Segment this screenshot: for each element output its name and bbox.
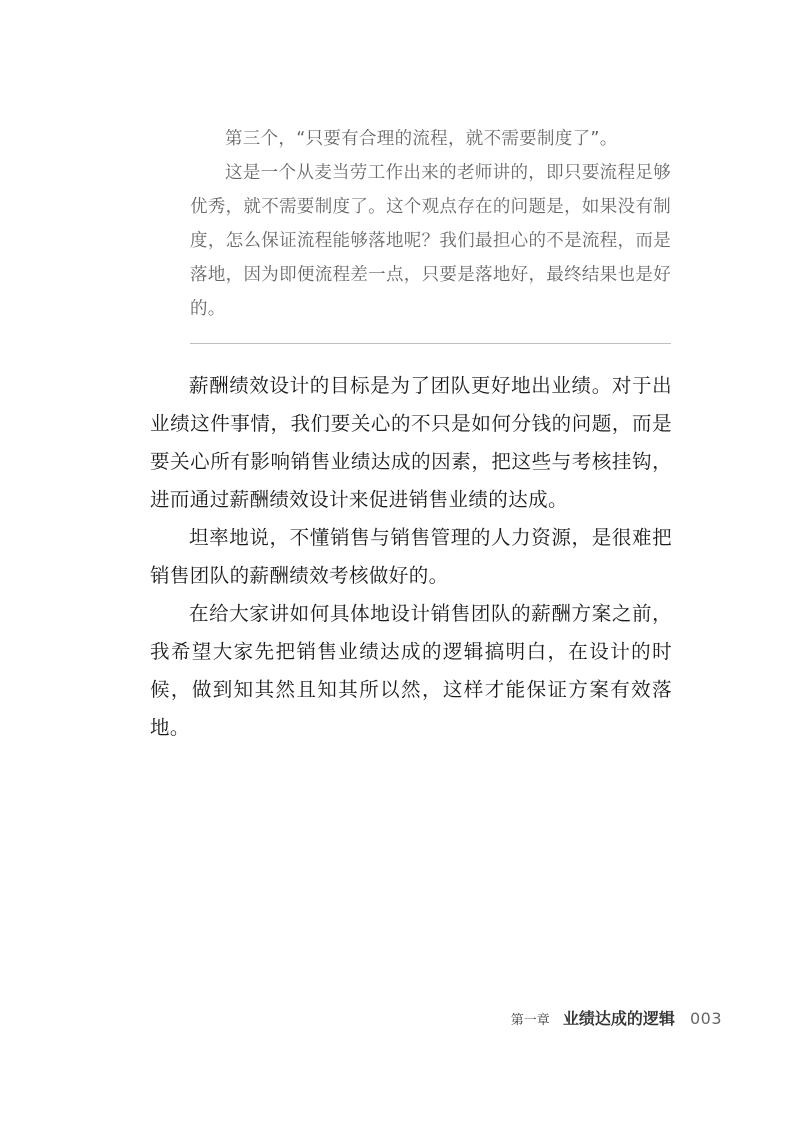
quote-paragraph: 这是一个从麦当劳工作出来的老师讲的，即只要流程足够优秀，就不需要制度了。这个观点存在的问题是，如果没有制度，怎么保证流程能够落地呢？我们最担心的不是流程，而是落地，因为即便流程差一点，只要是落地好，最终结果也是好的。: [190, 163, 671, 319]
quote-paragraph: 第三个，“只要有合理的流程，就不需要制度了”。: [225, 129, 618, 149]
page-number: 003: [689, 1009, 722, 1028]
quote-block: [190, 122, 671, 326]
quote-divider: [190, 343, 671, 344]
page-footer: [511, 1006, 722, 1029]
chapter-title: 业绩达成的逻辑: [562, 1009, 675, 1028]
body-paragraph: 薪酬绩效设计的目标是为了团队更好地出业绩。对于出业绩这件事情，我们要关心的不只是如何分钱的问题，而是要关心所有影响销售业绩达成的因素，把这些与考核挂钩，进而通过薪酬绩效设计来促进销售业绩的达成。: [150, 374, 672, 511]
body-paragraph: 在给大家讲如何具体地设计销售团队的薪酬方案之前，我希望大家先把销售业绩达成的逻辑搞明白，在设计的时候，做到知其然且知其所以然，这样才能保证方案有效落地。: [150, 602, 672, 739]
body-paragraph: 坦率地说，不懂销售与销售管理的人力资源，是很难把销售团队的薪酬绩效考核做好的。: [150, 526, 672, 587]
chapter-label: 第一章: [510, 1013, 550, 1028]
body-text: [150, 367, 672, 747]
